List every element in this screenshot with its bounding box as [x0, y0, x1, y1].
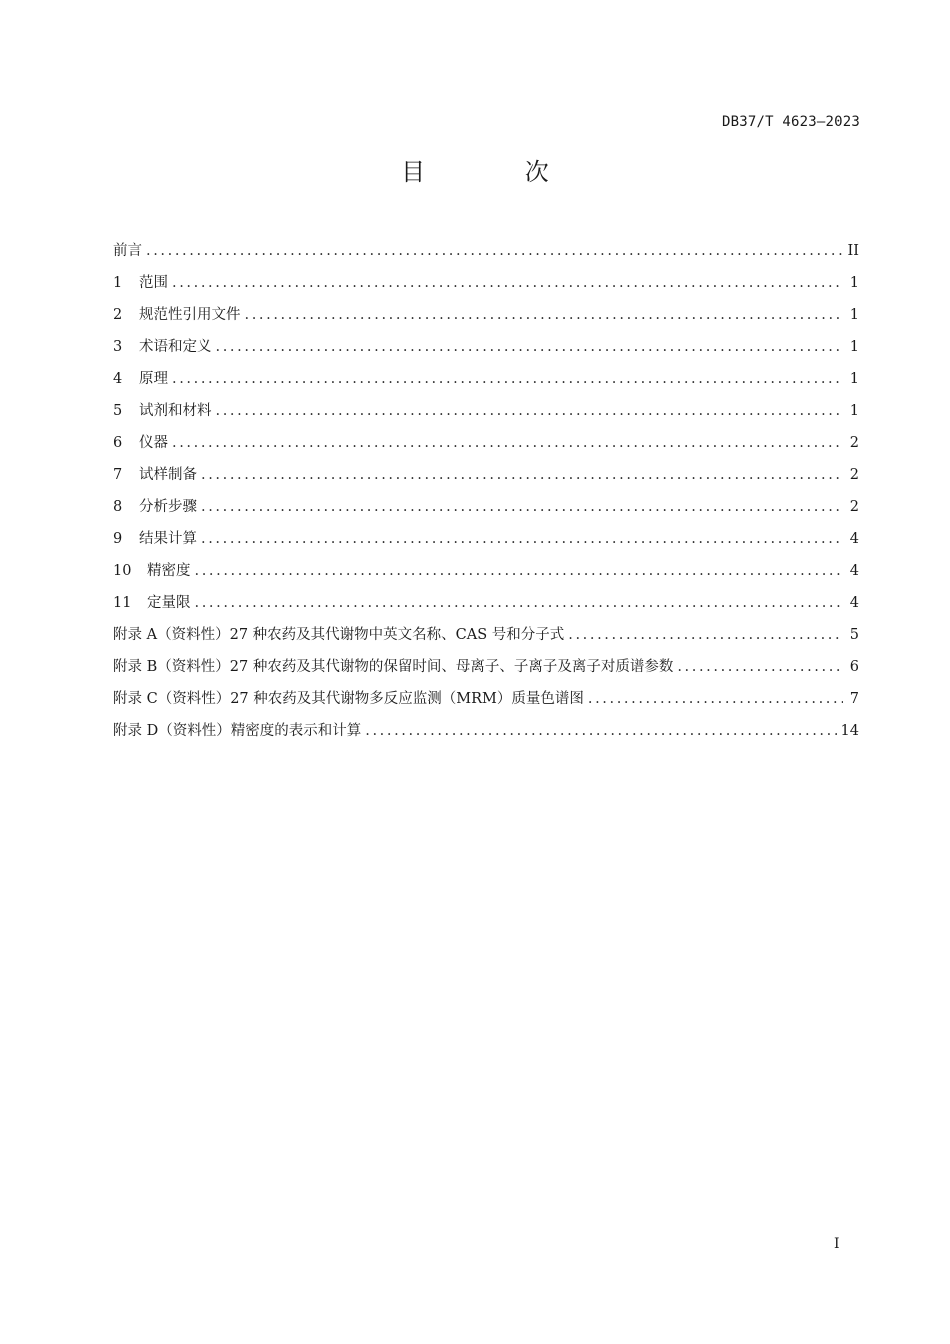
- toc-entry-label: 试样制备: [139, 467, 197, 483]
- toc-entry-label: 分析步骤: [139, 499, 197, 515]
- toc-dot-leader: [216, 395, 844, 427]
- toc-entry-5[interactable]: [113, 395, 859, 427]
- page-title: 目 次: [401, 158, 595, 186]
- toc-entry-page: 2: [849, 499, 859, 515]
- toc-dot-leader: [588, 683, 843, 715]
- toc-entry-label: 规范性引用文件: [139, 307, 241, 323]
- toc-entry-label: 定量限: [147, 595, 191, 611]
- toc-entry-number: 6: [113, 435, 123, 451]
- toc-entry-label: 27 种农药及其代谢物多反应监测（MRM）质量色谱图: [230, 691, 584, 707]
- toc-entry-appendix-b[interactable]: [113, 651, 859, 683]
- toc-entry-page: 1: [849, 371, 859, 387]
- toc-entry-label: 精密度的表示和计算: [230, 723, 362, 739]
- toc-entry-page: 1: [849, 339, 859, 355]
- toc-dot-leader: [216, 331, 844, 363]
- toc-dot-leader: [568, 619, 843, 651]
- toc-entry-page: 7: [849, 691, 859, 707]
- appendix-prefix: 附录 B（资料性）: [113, 659, 230, 675]
- appendix-prefix: 附录 C（资料性）: [113, 691, 231, 707]
- toc-entry-page: 1: [849, 403, 859, 419]
- toc-entry-7[interactable]: [113, 459, 859, 491]
- toc-entry-foreword[interactable]: [113, 235, 859, 267]
- toc-entry-label: 27 种农药及其代谢物中英文名称、CAS 号和分子式: [229, 627, 565, 643]
- standard-code: DB37/T 4623—2023: [721, 114, 860, 130]
- toc-entry-appendix-c[interactable]: [113, 683, 859, 715]
- toc-entry-label: 试剂和材料: [139, 403, 212, 419]
- toc-entry-page: 2: [849, 435, 859, 451]
- toc-dot-leader: [245, 299, 844, 331]
- toc-entry-1[interactable]: [113, 267, 859, 299]
- toc-entry-appendix-d[interactable]: [113, 715, 859, 747]
- toc-entry-10[interactable]: [113, 555, 859, 587]
- toc-entry-appendix-a[interactable]: [113, 619, 859, 651]
- appendix-prefix: 附录 A（资料性）: [113, 627, 230, 643]
- toc-entry-label: 范围: [139, 275, 168, 291]
- toc-dot-leader: [172, 363, 843, 395]
- toc-entry-label: 结果计算: [139, 531, 197, 547]
- toc-entry-2[interactable]: [113, 299, 859, 331]
- toc-entry-page: 5: [849, 627, 859, 643]
- toc-entry-number: 8: [113, 499, 123, 515]
- toc-entry-page: 4: [849, 531, 859, 547]
- toc-entry-page: 6: [849, 659, 859, 675]
- toc-entry-label: 27 种农药及其代谢物的保留时间、母离子、子离子及离子对质谱参数: [229, 659, 674, 675]
- toc-entry-label: 前言: [113, 243, 142, 259]
- toc-entry-page: 1: [849, 275, 859, 291]
- toc-entry-page: 4: [849, 563, 859, 579]
- toc-entry-number: 9: [113, 531, 123, 547]
- toc-entry-number: 7: [113, 467, 123, 483]
- toc-entry-page: II: [847, 243, 859, 259]
- toc-dot-leader: [195, 555, 844, 587]
- toc-entry-label: 精密度: [147, 563, 191, 579]
- toc-entry-11[interactable]: [113, 587, 859, 619]
- toc-entry-number: 2: [113, 307, 123, 323]
- toc-entry-page: 4: [849, 595, 859, 611]
- toc-dot-leader: [146, 235, 843, 267]
- toc-dot-leader: [201, 523, 843, 555]
- page-number: I: [834, 1236, 840, 1252]
- toc-entry-3[interactable]: [113, 331, 859, 363]
- toc-entry-page: 2: [849, 467, 859, 483]
- appendix-prefix: 附录 D（资料性）: [113, 723, 231, 739]
- toc-entry-number: 1: [113, 275, 123, 291]
- toc-entry-number: 3: [113, 339, 123, 355]
- toc-entry-label: 仪器: [139, 435, 168, 451]
- toc-dot-leader: [365, 715, 836, 747]
- toc-entry-number: 10: [113, 563, 132, 579]
- toc-entry-label: 原理: [139, 371, 168, 387]
- toc-dot-leader: [172, 267, 843, 299]
- toc-dot-leader: [195, 587, 844, 619]
- toc-dot-leader: [201, 491, 843, 523]
- toc-entry-number: 5: [113, 403, 123, 419]
- toc-entry-number: 11: [113, 595, 132, 611]
- toc-entry-number: 4: [113, 371, 123, 387]
- toc-dot-leader: [677, 651, 843, 683]
- toc-entry-8[interactable]: [113, 491, 859, 523]
- toc-entry-6[interactable]: [113, 427, 859, 459]
- toc-entry-9[interactable]: [113, 523, 859, 555]
- toc-entry-4[interactable]: [113, 363, 859, 395]
- toc-entry-page: 1: [849, 307, 859, 323]
- toc-entry-label: 术语和定义: [139, 339, 212, 355]
- toc-dot-leader: [172, 427, 843, 459]
- toc-entry-page: 14: [840, 723, 859, 739]
- table-of-contents: [113, 235, 859, 747]
- toc-dot-leader: [201, 459, 843, 491]
